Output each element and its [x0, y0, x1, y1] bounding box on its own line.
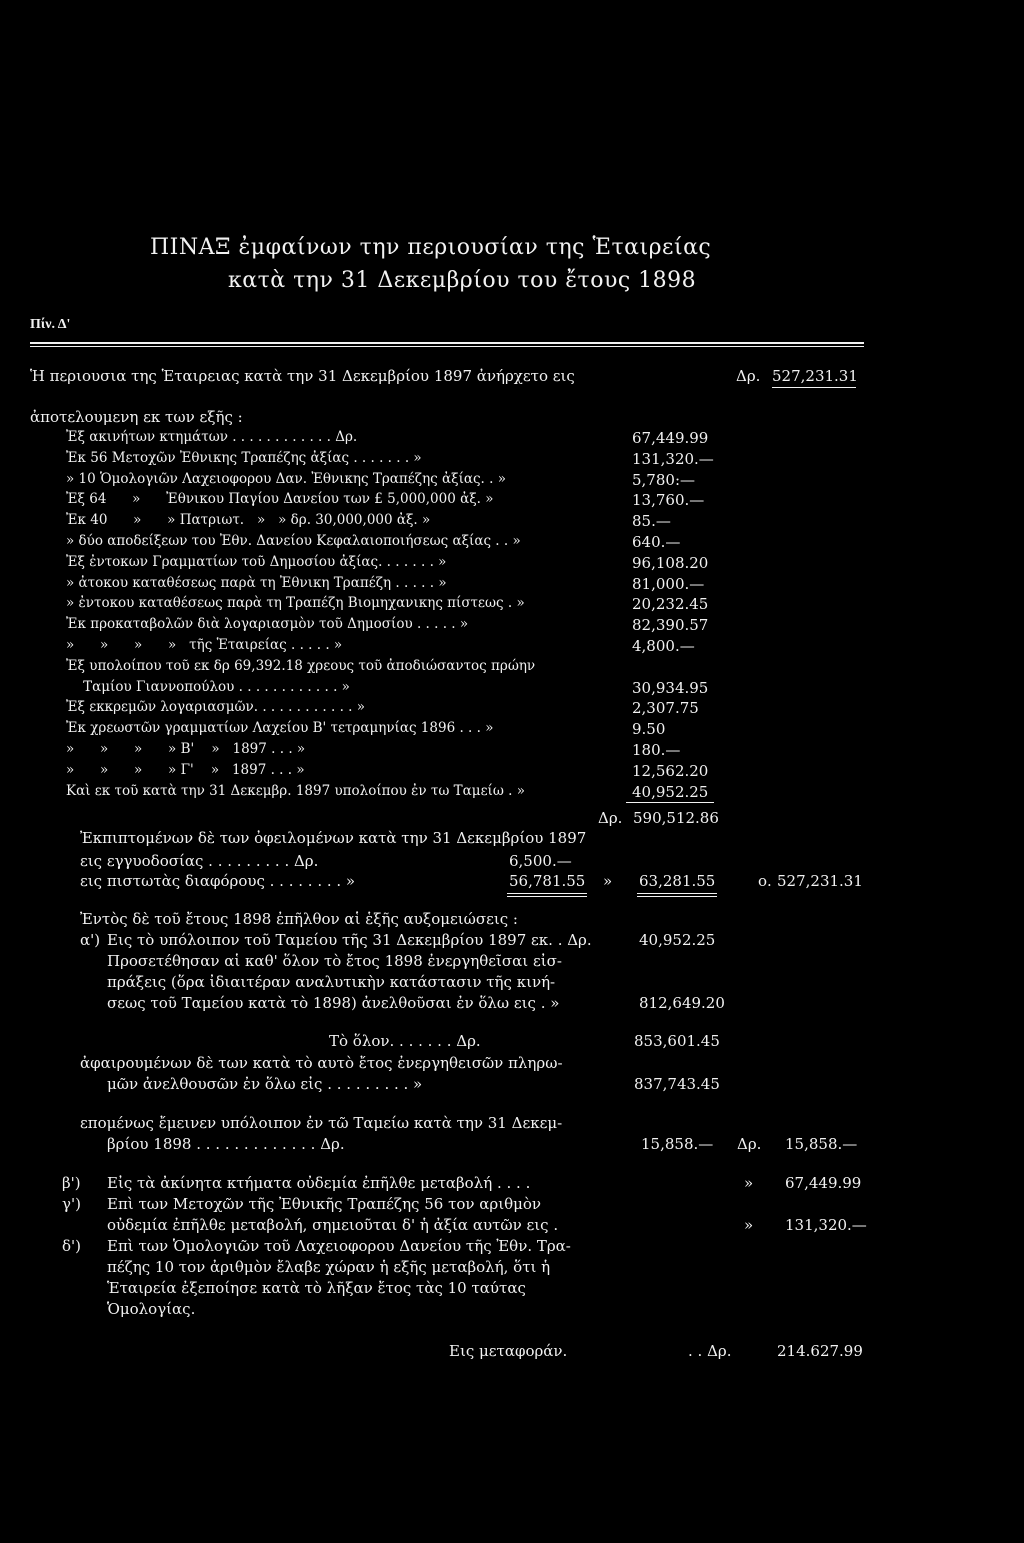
composition-row-amount: 13,760.—	[632, 491, 705, 509]
whole-text: Τὸ ὅλον. . . . . . . Δρ.	[329, 1032, 481, 1050]
composition-row-amount: 40,952.25	[632, 783, 709, 801]
title-line-1: ΠΙΝΑΞ ἐμφαίνων την περιουσίαν της Ἑταιρείας	[150, 235, 712, 260]
composition-row-amount: 640.—	[632, 533, 681, 551]
composition-row-text: Ἐκ 56 Μετοχῶν Ἐθνικης Τραπέζης ἀξίας . . . . . . . »	[66, 450, 422, 466]
opening-text: Ἡ περιουσια της Ἑταιρειας κατὰ την 31 Δεκεμβρίου 1897 ἀνήρχετο εις	[30, 367, 575, 385]
item-d-line-1: Επὶ των Ὁμολογιῶν τοῦ Λαχειοφορου Δανείου τῆς Ἐθν. Τρα-	[107, 1237, 571, 1255]
composition-row-amount: 96,108.20	[632, 554, 709, 572]
item-b-mark: »	[744, 1174, 754, 1192]
subtotal-double-rule-2	[637, 896, 717, 897]
deduct-amount: 837,743.45	[634, 1075, 720, 1093]
composition-row-amount: 5,780:—	[632, 471, 695, 489]
opening-amount: 527,231.31	[772, 367, 858, 385]
creditors-text: εις πιστωτὰς διαφόρους . . . . . . . . »	[80, 872, 356, 890]
carry-dots: . . Δρ.	[688, 1342, 732, 1360]
carry-amount: 214.627.99	[777, 1342, 863, 1360]
composition-heading: ἀποτελουμενη εκ των εξῆς :	[30, 408, 243, 426]
item-a-amount-2: 812,649.20	[639, 994, 725, 1012]
remain-currency-2: Δρ.	[737, 1135, 762, 1153]
composition-row-text: Ἐξ 64 » Ἐθνικου Παγίου Δανείου των £ 5,000,000 ἀξ. »	[66, 491, 494, 507]
remain-line-2: βρίου 1898 . . . . . . . . . . . . . Δρ.	[107, 1135, 345, 1153]
composition-row-text: Ἐξ ἐντοκων Γραμματίων τοῦ Δημοσίου ἀξίας. . . . . . . »	[66, 554, 447, 570]
item-g-mark: »	[744, 1216, 754, 1234]
item-a-line-1: Εις τὸ υπόλοιπον τοῦ Ταμείου τῆς 31 Δεκεμβρίου 1897 εκ. . Δρ.	[107, 931, 592, 949]
composition-row-text: Ἐξ υπολοίπου τοῦ εκ δρ 69,392.18 χρεους τοῦ ἀποδιώσαντος πρώην	[66, 658, 536, 674]
composition-row-text: » 10 Ὁμολογιῶν Λαχειοφορου Δαν. Ἐθνικης Τραπέζης ἀξίας. . »	[66, 471, 506, 487]
subtotal-mark: »	[603, 872, 613, 890]
item-a-line-2: Προσετέθησαν αἱ καθ' ὅλον τὸ ἔτος 1898 ἐνεργηθεῖσαι εἰσ-	[107, 952, 562, 970]
item-d-label: δ')	[62, 1237, 82, 1255]
item-g-amount: 131,320.—	[785, 1216, 867, 1234]
composition-row-amount: 2,307.75	[632, 699, 699, 717]
item-b-amount: 67,449.99	[785, 1174, 862, 1192]
composition-row-text: Ταμίου Γιαννοπούλου . . . . . . . . . . . . »	[66, 679, 350, 695]
guarantee-amount: 6,500.—	[509, 852, 572, 870]
remain-amount: 15,858.—	[641, 1135, 714, 1153]
composition-row-text: Ἐκ προκαταβολῶν διὰ λογαριασμὸν τοῦ Δημοσίου . . . . . »	[66, 616, 469, 632]
remain-line-1: επομένως ἔμεινεν υπόλοιπον ἐν τῶ Ταμείω κατὰ την 31 Δεκεμ-	[80, 1114, 563, 1132]
remain-amount-2: 15,858.—	[785, 1135, 858, 1153]
item-g-line-1: Επὶ των Μετοχῶν τῆς Ἐθνικῆς Τραπέζης 56 τον αριθμὸν	[107, 1195, 542, 1213]
creditors-double-rule-1	[507, 893, 587, 894]
carry-label: Εις μεταφοράν.	[449, 1342, 568, 1360]
composition-row-amount: 85.—	[632, 512, 671, 530]
composition-row-text: Ἐξ εκκρεμῶν λογαριασμῶν. . . . . . . . . . . . »	[66, 699, 365, 715]
composition-total-rule	[626, 802, 714, 803]
title-line-2: κατὰ την 31 Δεκεμβρίου του ἔτους 1898	[228, 268, 697, 293]
movements-intro: Ἐντὸς δὲ τοῦ ἔτους 1898 ἐπῆλθον αἱ ἑξῆς αυξομειώσεις :	[80, 910, 518, 928]
header-rule-thin	[30, 346, 864, 347]
composition-row-text: » ἐντοκου καταθέσεως παρὰ τη Τραπέζη Βιομηχανικης πίστεως . »	[66, 595, 525, 611]
deduct-line-2: μῶν ἀνελθουσῶν ἐν ὅλω εἰς . . . . . . . . . »	[107, 1075, 423, 1093]
composition-row-amount: 30,934.95	[632, 679, 709, 697]
item-d-line-2: πέζης 10 τον ἀριθμὸν ἔλαβε χώραν ἡ εξῆς μεταβολή, ὅτι ἡ	[107, 1258, 551, 1276]
subtotal-double-rule-1	[637, 893, 717, 894]
composition-row-amount: 20,232.45	[632, 595, 709, 613]
item-b-text: Εἰς τὰ ἀκίνητα κτήματα οὐδεμία ἐπῆλθε μεταβολή . . . .	[107, 1174, 531, 1192]
composition-row-amount: 12,562.20	[632, 762, 709, 780]
item-a-line-4: σεως τοῦ Ταμείου κατὰ τὸ 1898) ἀνελθοῦσαι ἐν ὅλω εις . »	[107, 994, 560, 1012]
item-a-line-3: πράξεις (ὅρα ἰδιαιτέραν αναλυτικὴν κατάστασιν τῆς κινή-	[107, 973, 556, 991]
result-amount: 527,231.31	[777, 872, 863, 890]
item-g-label: γ')	[62, 1195, 81, 1213]
item-g-line-2: οὐδεμία ἐπῆλθε μεταβολή, σημειοῦται δ' ἡ ἀξία αυτῶν εις .	[107, 1216, 559, 1234]
creditors-double-rule-2	[507, 896, 587, 897]
table-label: Πίν. Δ'	[30, 317, 71, 332]
header-rule-thick	[30, 342, 864, 344]
composition-row-text: Ἐξ ακινήτων κτημάτων . . . . . . . . . . . . Δρ.	[66, 429, 358, 445]
composition-row-text: Ἐκ 40 » » Πατριωτ. » » δρ. 30,000,000 ἀξ. »	[66, 512, 431, 528]
item-a-label: α')	[80, 931, 101, 949]
composition-row-text: » » » » Β' » 1897 . . . »	[66, 741, 306, 757]
item-d-line-3: Ἑταιρεία ἐξεποίησε κατὰ τὸ λῆξαν ἔτος τὰς 10 ταύτας	[107, 1279, 526, 1297]
subtotal-amount: 63,281.55	[639, 872, 716, 890]
composition-row-text: » » » » Γ' » 1897 . . . »	[66, 762, 305, 778]
guarantee-text: εις εγγυοδοσίας . . . . . . . . . Δρ.	[80, 852, 319, 870]
opening-currency: Δρ.	[736, 367, 761, 385]
composition-row-text: » δύο αποδείξεων του Ἐθν. Δανείου Κεφαλαιοποιήσεως αξίας . . »	[66, 533, 521, 549]
composition-row-amount: 81,000.—	[632, 575, 705, 593]
opening-underline	[772, 387, 856, 388]
composition-total-amount: 590,512.86	[633, 809, 719, 827]
creditors-amount: 56,781.55	[509, 872, 586, 890]
item-a-amount-1: 40,952.25	[639, 931, 716, 949]
deduct-line-1: ἀφαιρουμένων δὲ των κατὰ τὸ αυτὸ ἔτος ἐνεργηθεισῶν πληρω-	[80, 1054, 563, 1072]
composition-row-amount: 67,449.99	[632, 429, 709, 447]
item-d-line-4: Ὁμολογίας.	[107, 1300, 196, 1318]
composition-row-text: Ἐκ χρεωστῶν γραμματίων Λαχείου Β' τετραμηνίας 1896 . . . »	[66, 720, 494, 736]
composition-row-text: Καὶ εκ τοῦ κατὰ την 31 Δεκεμβρ. 1897 υπολοίπου ἐν τω Ταμείω . »	[66, 783, 525, 799]
deductions-intro: Ἐκπιπτομένων δὲ των ὀφειλομένων κατὰ την 31 Δεκεμβρίου 1897	[80, 829, 587, 847]
composition-total-currency: Δρ.	[598, 809, 623, 827]
composition-row-amount: 131,320.—	[632, 450, 714, 468]
composition-row-text: » ἀτοκου καταθέσεως παρὰ τη Ἐθνικη Τραπέζη . . . . . »	[66, 575, 447, 591]
composition-row-amount: 180.—	[632, 741, 681, 759]
composition-row-amount: 82,390.57	[632, 616, 709, 634]
item-b-label: β')	[62, 1174, 81, 1192]
composition-row-amount: 4,800.—	[632, 637, 695, 655]
composition-row-text: » » » » τῆς Ἑταιρείας . . . . . »	[66, 637, 343, 653]
whole-amount: 853,601.45	[634, 1032, 720, 1050]
result-prefix: ο.	[758, 872, 772, 890]
composition-row-amount: 9.50	[632, 720, 666, 738]
